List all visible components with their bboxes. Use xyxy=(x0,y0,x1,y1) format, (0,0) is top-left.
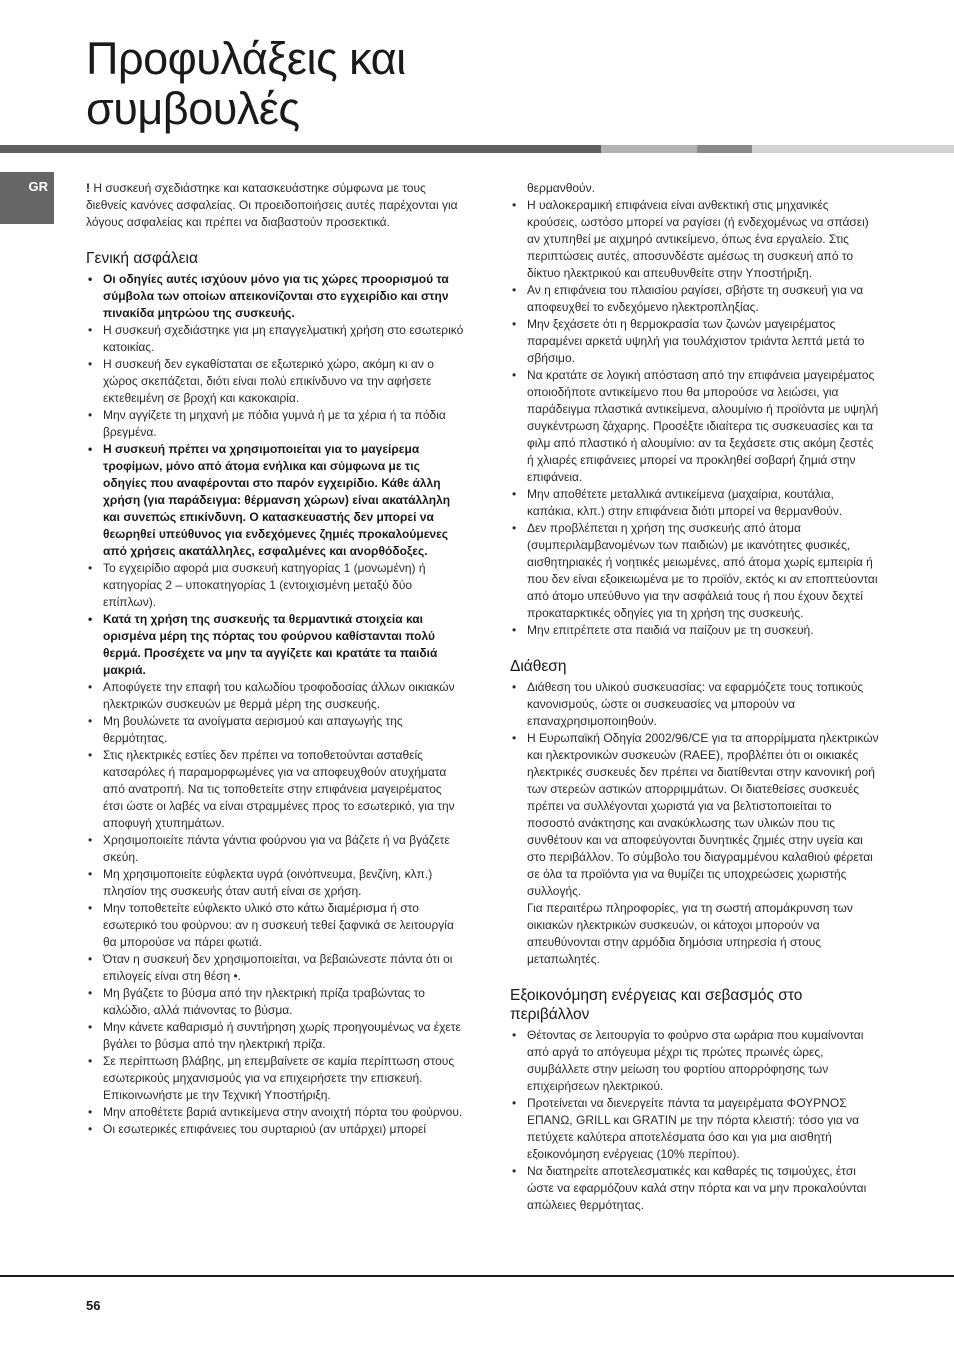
disposal-note: Για περαιτέρω πληροφορίες, για τη σωστή απομάκρυνση των οικιακών ηλεκτρικών συσκευών, οι κάτοχοι μπορούν να απευθύνονται στην αρμόδια δημόσια υπηρεσία ή στους μεταπωλητές. xyxy=(527,901,853,966)
header-band-pale xyxy=(752,145,954,153)
header-band-dark xyxy=(0,145,601,153)
list-item: • Μη βγάζετε το βύσμα από την ηλεκτρική πρίζα τραβώντας το καλώδιο, αλλά πιάνοντας το βύσμα. xyxy=(86,985,464,1019)
header-band-light xyxy=(601,145,697,153)
list-item: • Να κρατάτε σε λογική απόσταση από την επιφάνεια μαγειρέματος οποιοδήποτε αντικείμενο που θα μπορούσε να λειώσει, για παράδειγμα πλαστικά αντικείμενα, αλουμίνιο ή προϊόντα με υψηλή συγκέντρωση ζάχαρης. Προσέξτε ιδιαίτερα τις συσκευασίες και τα φιλμ από πλαστικό ή αλουμίνιο: αν τα ξεχάσετε στις ακόμη ζεστές ή χλιαρές επιφάνειες μπορεί να προκληθεί σοβαρή ζημιά στην επιφάνεια. xyxy=(510,367,882,486)
warning-mark: ! xyxy=(86,181,90,195)
list-item: • Κατά τη χρήση της συσκευής τα θερμαντικά στοιχεία και ορισμένα μέρη της πόρτας του φούρνου καθίστανται πολύ θερμά. Προσέχετε να μην τα αγγίζετε και κρατάτε τα παιδιά μακριά. xyxy=(86,611,464,679)
list-item: • Δεν προβλέπεται η χρήση της συσκευής από άτομα (συμπεριλαμβανομένων των παιδιών) με ικανότητες φυσικές, αισθητηριακές ή νοητικές μειωμένες, από άτομα χωρίς εμπειρία ή που δεν είναι εξοικειωμένα με το προϊόν, εκτός κι αν εποπτεύονται από άτομο υπεύθυνο για την ασφάλειά τους ή που έχουν δεχτεί προκαταρκτικές οδηγίες για τη χρήση της συσκευής. xyxy=(510,520,882,622)
right-column xyxy=(510,180,882,1214)
page-title-line-1: Προφυλάξεις και xyxy=(86,33,406,84)
general-safety-heading: Γενική ασφάλεια xyxy=(86,250,198,267)
list-item: • Σε περίπτωση βλάβης, μη επεμβαίνετε σε καμία περίπτωση στους εσωτερικούς μηχανισμούς για να επιχειρήσετε την επισκευή. Επικοινωνήστε με την Τεχνική Υποστήριξη. xyxy=(86,1053,464,1104)
list-item: • Το εγχειρίδιο αφορά μια συσκευή κατηγορίας 1 (μονωμένη) ή κατηγορίας 2 – υποκατηγορίας 1 (εντοιχισμένη μεταξύ δύο επίπλων). xyxy=(86,560,464,611)
list-item: • Θέτοντας σε λειτουργία το φούρνο στα ωράρια που κυμαίνονται από αργά το απόγευμα μέχρι τις πρώτες πρωινές ώρες, συμβάλλετε στην μείωση του φορτίου απορρόφησης των επιχειρήσεων ηλεκτρικού. xyxy=(510,1027,882,1095)
general-safety-list xyxy=(86,271,464,1138)
list-item: • Αποφύγετε την επαφή του καλωδίου τροφοδοσίας άλλων οικιακών ηλεκτρικών συσκευών με θερμά μέρη της συσκευής. xyxy=(86,679,464,713)
list-item xyxy=(510,730,882,968)
list-item: • Μην αποθέτετε μεταλλικά αντικείμενα (μαχαίρια, κουτάλια, καπάκια, κλπ.) στην επιφάνεια διότι μπορεί να θερμανθούν. xyxy=(510,486,882,520)
list-item: • Διάθεση του υλικού συσκευασίας: να εφαρμόζετε τους τοπικούς κανονισμούς, ώστε οι συσκευασίες να μπορούν να επαναχρησιμοποιηθούν. xyxy=(510,679,882,730)
intro-text: Η συσκευή σχεδιάστηκε και κατασκευάστηκε σύμφωνα με τους διεθνείς κανόνες ασφαλείας. Οι προειδοποιήσεις αυτές παρέχονται για λόγους ασφαλείας και πρέπει να διαβαστούν προσεκτικά. xyxy=(86,181,458,229)
energy-list xyxy=(510,1027,882,1214)
header-band-mid xyxy=(697,145,752,153)
list-item: • Να διατηρείτε αποτελεσματικές και καθαρές τις τσιμούχες, έτσι ώστε να εφαρμόζουν καλά στην πόρτα και να μην προκαλούνται απώλειες θερμότητας. xyxy=(510,1163,882,1214)
page-title xyxy=(86,34,406,134)
list-item: • Η συσκευή πρέπει να χρησιμοποιείται για το μαγείρεμα τροφίμων, μόνο από άτομα ενήλικα και σύμφωνα με τις οδηγίες που αναφέρονται στο παρόν εγχειρίδιο. Κάθε άλλη χρήση (για παράδειγμα: θέρμανση χώρων) είναι ακατάλληλη και συνεπώς επικίνδυνη. Ο κατασκευαστής δεν μπορεί να θεωρηθεί υπεύθυνος για ενδεχόμενες ζημιές προκαλούμενες από χρήσεις ακατάλληλες, εσφαλμένες και ανορθόδοξες. xyxy=(86,441,464,560)
intro-paragraph xyxy=(86,180,464,231)
list-item: • Η υαλοκεραμική επιφάνεια είναι ανθεκτική στις μηχανικές κρούσεις, ωστόσο μπορεί να ραγίσει (ή ενδεχομένως να σπάσει) αν χτυπηθεί με αιχμηρό αντικείμενο, όπως ένα εργαλείο. Στις περιπτώσεις αυτές, αποσυνδέστε αμέσως τη συσκευή από το δίκτυο ηλεκτρικού και απευθυνθείτε στην Υποστήριξη. xyxy=(510,197,882,282)
list-item: • Μην επιτρέπετε στα παιδιά να παίζουν με τη συσκευή. xyxy=(510,622,882,639)
footer-rule xyxy=(0,1275,954,1277)
list-item: • Όταν η συσκευή δεν χρησιμοποιείται, να βεβαιώνεστε πάντα ότι οι επιλογείς είναι στη θέση •. xyxy=(86,951,464,985)
list-item-continuation: θερμανθούν. xyxy=(527,181,595,195)
list-item: • Μην αποθέτετε βαριά αντικείμενα στην ανοιχτή πόρτα του φούρνου. xyxy=(86,1104,464,1121)
list-item: • Μην τοποθετείτε εύφλεκτο υλικό στο κάτω διαμέρισμα ή στο εσωτερικό του φούρνου: αν η συσκευή τεθεί ξαφνικά σε λειτουργία θα μπορούσε να πάρει φωτιά. xyxy=(86,900,464,951)
list-item: • Οι εσωτερικές επιφάνειες του συρταριού (αν υπάρχει) μπορεί xyxy=(86,1121,464,1138)
list-item: • Μην αγγίζετε τη μηχανή με πόδια γυμνά ή με τα χέρια ή τα πόδια βρεγμένα. xyxy=(86,407,464,441)
left-column xyxy=(86,180,464,1138)
list-item-text: Η Ευρωπαϊκή Οδηγία 2002/96/CE για τα απορρίμματα ηλεκτρικών και ηλεκτρονικών συσκευών (RAEE), προβλέπει ότι οι οικιακές ηλεκτρικές συσκευές δεν πρέπει να διατίθενται στην κανονική ροή των στερεών αστικών απορριμμάτων. Οι διατεθείσες συσκευές πρέπει να συλλέγονται χωριστά για να βελτιστοποιείται το ποσοστό ανάκτησης και ανακύκλωσης των υλικών που τις συνθέτουν και να αποφεύγονται δυνητικές ζημιές στην υγεία και στο περιβάλλον. Το σύμβολο του διαγραμμένου καλαθιού φέρεται σε όλα τα προϊόντα για να θυμίζει τις υποχρεώσεις χωριστής συλλογής. xyxy=(527,731,879,898)
list-item: • Χρησιμοποιείτε πάντα γάντια φούρνου για να βάζετε ή να βγάζετε σκεύη. xyxy=(86,832,464,866)
list-item: • Μη χρησιμοποιείτε εύφλεκτα υγρά (οινόπνευμα, βενζίνη, κλπ.) πλησίον της συσκευής όταν αυτή είναι σε χρήση. xyxy=(86,866,464,900)
list-item: • Μη βουλώνετε τα ανοίγματα αερισμού και απαγωγής της θερμότητας. xyxy=(86,713,464,747)
list-item: • Στις ηλεκτρικές εστίες δεν πρέπει να τοποθετούνται ασταθείς κατσαρόλες ή παραμορφωμένες για να αποφευχθούν ατυχήματα από ανατροπή. Να τις τοποθετείτε στην επιφάνεια μαγειρέματος έτσι ώστε οι λαβές να είναι στραμμένες προς το εσωτερικό, για την αποφυγή χτυπημάτων. xyxy=(86,747,464,832)
energy-heading: Εξοικονόμηση ενέργειας και σεβασμός στο περιβάλλον xyxy=(510,987,803,1023)
list-item: • Οι οδηγίες αυτές ισχύουν μόνο για τις χώρες προορισμού τα σύμβολα των οποίων απεικονίζονται στο εγχειρίδιο και στην πινακίδα μητρώου της συσκευής. xyxy=(86,271,464,322)
disposal-list xyxy=(510,679,882,968)
list-item: • Μην ξεχάσετε ότι η θερμοκρασία των ζωνών μαγειρέματος παραμένει αρκετά υψηλή για τουλάχιστον τριάντα λεπτά μετά το σβήσιμο. xyxy=(510,316,882,367)
disposal-heading: Διάθεση xyxy=(510,658,567,675)
general-safety-list-continued xyxy=(510,180,882,639)
list-item: • Η συσκευή δεν εγκαθίσταται σε εξωτερικό χώρο, ακόμη κι αν ο χώρος σκεπάζεται, διότι είναι πολύ επικίνδυνο να την αφήσετε εκτεθειμένη σε βροχή και κακοκαιρία. xyxy=(86,356,464,407)
page-title-line-2: συμβουλές xyxy=(86,83,300,134)
page-number: 56 xyxy=(86,1298,101,1313)
list-item: • Προτείνεται να διενεργείτε πάντα τα μαγειρέματα ΦΟΥΡΝΟΣ ΕΠΑΝΩ, GRILL και GRATIN με την πόρτα κλειστή: τόσο για να πετύχετε καλύτερα αποτελέσματα όσο και για μια αισθητή εξοικονόμηση ενέργειας (10% περίπου). xyxy=(510,1095,882,1163)
list-item: • Μην κάνετε καθαρισμό ή συντήρηση χωρίς προηγουμένως να έχετε βγάλει το βύσμα από την ηλεκτρική πρίζα. xyxy=(86,1019,464,1053)
list-item: • Αν η επιφάνεια του πλαισίου ραγίσει, σβήστε τη συσκευή για να αποφευχθεί το ενδεχόμενο ηλεκτροπληξίας. xyxy=(510,282,882,316)
language-tab: GR xyxy=(0,172,54,224)
list-item: • Η συσκευή σχεδιάστηκε για μη επαγγελματική χρήση στο εσωτερικό κατοικίας. xyxy=(86,322,464,356)
